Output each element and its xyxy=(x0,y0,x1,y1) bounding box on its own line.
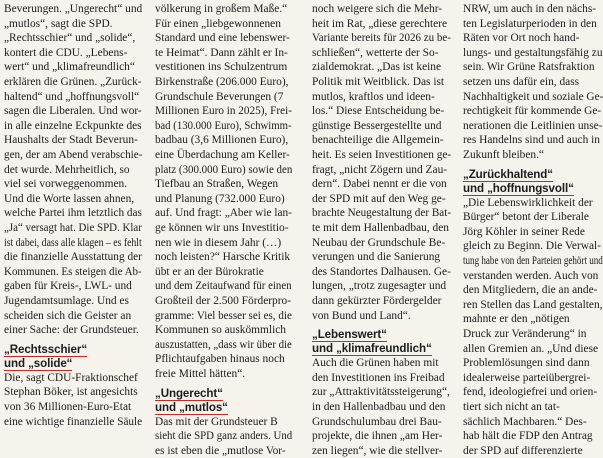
body-text-line: noch weigere sich die Mehr- xyxy=(312,3,443,15)
body-text-line: Nachhaltigkeit und soziale Ge- xyxy=(463,90,603,103)
body-text-line: verungen und die Sanierung xyxy=(312,251,441,264)
body-text-line: vestitionen ins Schulzentrum xyxy=(155,61,288,74)
body-text-line: den Investitionen ins Freibad xyxy=(312,371,445,384)
body-text-line: mahnte er den „nötigen xyxy=(463,313,570,326)
body-text-line: Millionen Euro in 2025), Frei- xyxy=(155,105,292,118)
body-text-line: scheiden sich die Geister an xyxy=(4,309,132,322)
body-text-line: te mit dem Hallenbadbau, den xyxy=(312,222,449,234)
column-1 xyxy=(4,0,143,428)
body-text-line: hab hält die FDP den Antrag xyxy=(463,430,593,443)
subheading-text: „Zurückhaltend“ xyxy=(463,167,553,181)
body-text-line: auszustatten, „dass wir über die xyxy=(155,338,292,351)
body-text-line: den Mitgliedern, die an ande- xyxy=(463,284,598,297)
body-text-line: dann gekürzter Fördergelder xyxy=(312,295,442,307)
body-text-line: kontert die CDU. „Lebens- xyxy=(4,46,128,59)
body-text-line: nerationen die Leitlinien unse- xyxy=(463,119,603,132)
body-text-line: sieht die SPD ganz anders. Und xyxy=(155,430,293,443)
body-text-line: verstanden werden. Auch von xyxy=(463,269,599,282)
body-text-line: Druck zur Veränderung“ in xyxy=(463,328,587,340)
body-text-line: noch leisten?“ Harsche Kritik xyxy=(155,251,291,264)
body-text-line: zen liegen“, wie die stellver- xyxy=(312,444,443,457)
subheading-text: „Ungerecht“ xyxy=(155,386,223,400)
body-text-line: mutlos, kraftlos und ideen- xyxy=(312,90,435,103)
body-text-line: lungs- und gestaltungsfähig zu xyxy=(463,46,603,59)
body-text-line: Standard und eine lebenswer- xyxy=(155,32,290,45)
body-text-line: idealerweise parteiübergrei- xyxy=(463,371,591,384)
body-text-line: „Rechtsschier“ und „solide“, xyxy=(4,32,136,45)
body-text-line: platz (300.000 Euro) sowie den xyxy=(155,163,293,176)
body-text-line: ten Legislaturperioden in den xyxy=(463,17,597,30)
body-text-line: Problemlösungen sind dann xyxy=(463,357,590,370)
body-text-line: badbau (3,6 Millionen Euro), xyxy=(155,134,289,147)
body-text-line: Haushalts der Stadt Beverun- xyxy=(4,134,138,147)
body-text-line: Kommunen so auskömmlich xyxy=(155,324,286,337)
body-text-line: Neubau der Grundschule Be- xyxy=(312,236,446,249)
body-text-line: det wurde. Mehrheitlich, so xyxy=(4,163,130,176)
body-text-line: ren Stellen das Land gestalten, xyxy=(463,298,603,311)
body-text-line: nen wie in diesem Jahr (…) xyxy=(155,236,282,249)
body-text-line: Das mit der Grundsteuer B xyxy=(155,415,278,428)
body-text-line: Und die Worte lassen ahnen, xyxy=(4,192,135,205)
body-text-line: los.“ Diese Entscheidung be- xyxy=(312,105,445,118)
body-text-line: Grundschulumbau drei Bau- xyxy=(312,415,442,428)
body-text-line: eine wichtige finanzielle Säule xyxy=(4,415,143,428)
body-text-line: rechtigkeit für kommende Ge- xyxy=(463,105,602,118)
subheading-line xyxy=(4,357,72,372)
body-text-line: der SPD mit auf den Weg ge- xyxy=(312,192,446,205)
body-text-line: in den Hallenbadbau und den xyxy=(312,401,446,413)
body-text-line: der SPD auf differenzierte xyxy=(463,444,583,457)
body-text-line: projekte, die ihnen „am Her- xyxy=(312,430,443,443)
body-text-line: heit im Rat, „diese gerechtere xyxy=(312,17,448,30)
body-text-line: Für einen „liebgewonnenen xyxy=(155,17,281,30)
body-text-line: Bürger“ betont der Liberale xyxy=(463,211,589,224)
body-text-line: Birkenstraße (206.000 Euro), xyxy=(155,76,289,88)
body-text-line: in alle einzelne Eckpunkte des xyxy=(4,119,142,132)
subheading-line xyxy=(463,168,553,183)
body-text-line: te Heimat“. Dann zählt er In- xyxy=(155,46,288,59)
body-text-line: von 36 Millionen-Euro-Etat xyxy=(4,401,132,413)
body-text-line: völkerung in großem Maße.“ xyxy=(155,3,288,15)
body-text-line: und Planung (732.000 Euro) xyxy=(155,192,285,205)
body-text-line: brachte Neugestaltung der Bat- xyxy=(312,207,452,220)
column-2 xyxy=(155,0,293,457)
body-text-line: lungen, „trotz zugesagter und xyxy=(312,280,447,293)
body-text-line: Politik mit Weitblick. Das ist xyxy=(312,76,445,88)
subheading-line xyxy=(312,342,432,357)
subheading-text: und „solide“ xyxy=(4,356,73,370)
subheading-text: und „hoffnungsvoll“ xyxy=(463,181,574,195)
body-text-line: wert“ und „klimafreundlich“ xyxy=(4,61,135,74)
subheading-text: „Lebenswert“ xyxy=(312,328,387,342)
body-text-line: sächlich Machbaren.“ Des- xyxy=(463,415,587,428)
body-text-line: haltend“ und „hoffnungsvoll“ xyxy=(4,90,140,103)
body-text-line: Beverungen. „Ungerecht“ und xyxy=(4,3,143,15)
body-text-line: Jörg Köhler in seiner Rede xyxy=(463,225,585,238)
subheading-line xyxy=(155,401,228,416)
subheading-line xyxy=(4,343,87,358)
column-4 xyxy=(463,0,603,457)
body-text-line: fragt, „nicht Zögern und Zau- xyxy=(312,163,448,176)
subheading-text: und „klimafreundlich“ xyxy=(312,342,432,356)
body-text-line: NRW, um auch in den nächs- xyxy=(463,3,597,15)
body-text-line: Räten vor Ort noch hand- xyxy=(463,32,580,45)
body-text-line: sagen die Liberalen. Und wor- xyxy=(4,105,142,118)
body-text-line: gramme: Viel besser sei es, die xyxy=(155,309,292,322)
body-text-line: „Die Lebenswirklichkeit der xyxy=(463,196,593,209)
body-text-line: Variante bereits für 2026 zu be- xyxy=(312,32,451,45)
body-text-line: welche Partei ihm letztlich das xyxy=(4,207,142,220)
body-text-line: es ist eben die „mutlose Vor- xyxy=(155,444,286,457)
body-text-line: dern“. Dabei nennt er die von xyxy=(312,178,447,191)
body-text-line: auf. Und fragt: „Aber wie lan- xyxy=(155,207,292,220)
body-text-line: Zukunft bleiben.“ xyxy=(463,149,544,161)
body-text-line: „Ja“ versagt hat. Die SPD. Klar xyxy=(4,222,142,234)
body-text-line: bad (130.000 Euro), Schwimm- xyxy=(155,119,292,132)
body-text-line: die finanzielle Ausstattung der xyxy=(4,251,142,264)
subheading-line xyxy=(312,328,387,343)
body-text-line: sein. Wir Grüne Ratsfraktion xyxy=(463,61,595,74)
body-text-line: ist dabei, dass alle klagen – es fehlt xyxy=(4,236,142,249)
body-text-line: freie Mittel hätten“. xyxy=(155,368,246,380)
body-text-line: allen Gremien an. „Und diese xyxy=(463,342,599,355)
body-text-line: gaben für Kreis-, LWL- und xyxy=(4,280,132,293)
subheading-line xyxy=(463,182,574,197)
body-text-line: schließen“, wetterte der So- xyxy=(312,46,439,59)
subheading-text: „Rechtsschier“ xyxy=(4,342,88,356)
body-text-line: eine Überdachung am Keller- xyxy=(155,149,290,161)
body-text-line: günstige Bessergestellte und xyxy=(312,119,442,132)
column-3 xyxy=(312,0,452,457)
subheading-text: und „mutlos“ xyxy=(155,400,228,414)
body-text-line: tung habe von den Parteien gehört und xyxy=(463,255,603,267)
body-text-line: benachteilige die Allgemein- xyxy=(312,134,444,147)
body-text-line: Großteil der 2.500 Förderpro- xyxy=(155,295,292,307)
body-text-line: Jugendamtsumlage. Und es xyxy=(4,295,129,307)
body-text-line: „mutlos“, sagt die SPD. xyxy=(4,17,113,30)
body-text-line: Grundschule Beverungen (7 xyxy=(155,90,284,103)
body-text-line: Pflichtaufgaben hinaus noch xyxy=(155,353,285,366)
body-text-line: übt er an der Bürokratie xyxy=(155,265,264,278)
body-text-line: fend, ideologiefrei und orien- xyxy=(463,386,598,399)
body-text-line: des Standortes Dalhausen. Ge- xyxy=(312,265,451,278)
body-text-line: erklären die Grünen. „Zurück- xyxy=(4,76,142,88)
body-text-line: tiert sich nicht an tat- xyxy=(463,401,560,413)
body-text-line: ge können wir uns Investitio- xyxy=(155,222,289,234)
body-text-line: einer Sache: der Grundsteuer. xyxy=(4,324,139,337)
body-text-line: zur „Attraktivitätssteigerung“, xyxy=(312,386,450,399)
body-text-line: heit. Es seien Investitionen ge- xyxy=(312,149,452,161)
body-text-line: gleich zu Beginn. Die Verwal- xyxy=(463,240,602,253)
body-text-line: und dem Zeitaufwand für einen xyxy=(155,280,292,293)
body-text-line: Die, sagt CDU-Fraktionschef xyxy=(4,371,138,384)
body-text-line: Tiefbau an Straßen, Wegen xyxy=(155,178,279,191)
body-text-line: gen, der am Abend verabschie- xyxy=(4,149,143,161)
body-text-line: res Handelns sind und auch in xyxy=(463,134,600,147)
body-text-line: setzen uns dafür ein, dass xyxy=(463,76,580,88)
body-text-line: viel sei vorweggenommen. xyxy=(4,178,128,191)
body-text-line: Auch die Grünen haben mit xyxy=(312,357,439,370)
body-text-line: zialdemokrat. „Das ist keine xyxy=(312,61,442,74)
body-text-line: Stephan Böker, ist angesichts xyxy=(4,386,138,399)
subheading-line xyxy=(155,387,223,402)
body-text-line: von Bund und Land“. xyxy=(312,309,411,322)
body-text-line: Kommunen. Es steigen die Ab- xyxy=(4,265,142,278)
